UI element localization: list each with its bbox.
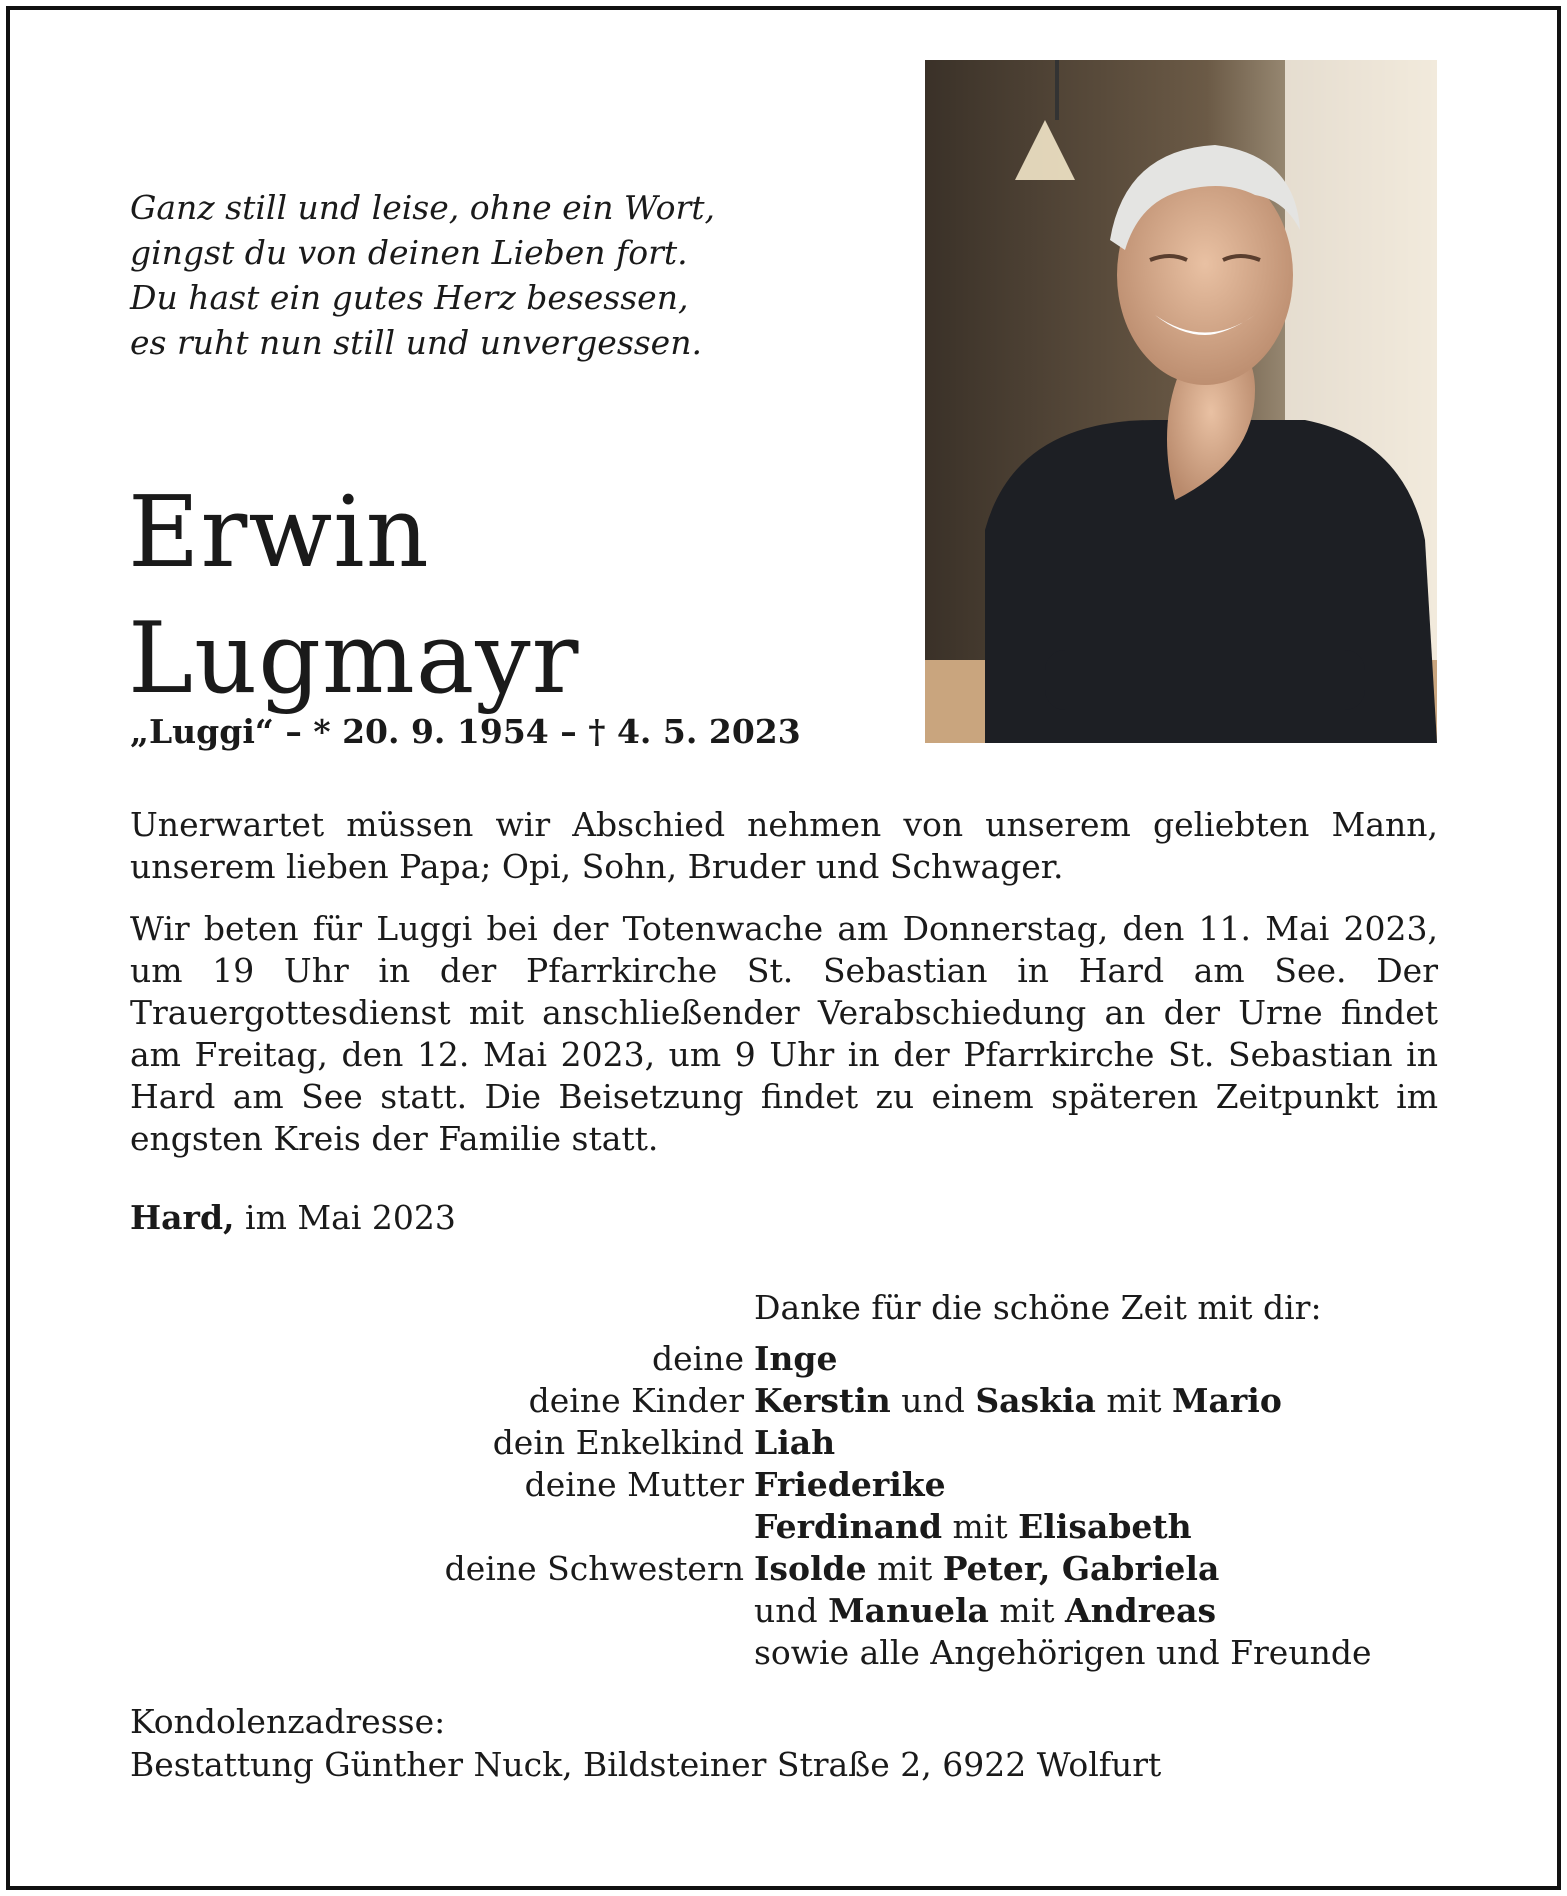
family-names <box>754 1380 1282 1422</box>
family-relation <box>130 1632 754 1674</box>
family-member-name: Inge <box>754 1339 838 1378</box>
family-names <box>754 1506 1192 1548</box>
family-connector: mit <box>942 1507 1019 1546</box>
announcement-text <box>130 804 1438 1180</box>
family-names <box>754 1548 1219 1590</box>
family-row <box>130 1464 1438 1506</box>
family-connector: und <box>754 1591 829 1630</box>
family-row <box>130 1590 1438 1632</box>
family-names <box>754 1422 835 1464</box>
family-row <box>130 1632 1438 1674</box>
condolence-text: Bestattung Günther Nuck, Bildsteiner Straße 2, 6922 Wolfurt <box>130 1745 1162 1784</box>
family-connector: und <box>890 1381 976 1420</box>
poem-line: gingst du von deinen Lieben fort. <box>130 233 688 272</box>
deceased-name <box>128 470 580 722</box>
family-relation: deine <box>652 1339 744 1378</box>
first-name: Erwin <box>128 476 430 590</box>
poem <box>130 185 716 365</box>
portrait-photo <box>925 60 1437 743</box>
poem-line: es ruht nun still und unvergessen. <box>130 323 702 362</box>
family-member-name: Ferdinand <box>754 1507 943 1546</box>
family-row <box>130 1422 1438 1464</box>
family-names <box>754 1464 946 1506</box>
family-relation <box>130 1590 754 1632</box>
family-connector: sowie alle Angehörigen und Freunde <box>754 1633 1372 1672</box>
family-relation <box>130 1506 754 1548</box>
family-names <box>754 1632 1372 1674</box>
family-names <box>754 1338 838 1380</box>
last-name: Lugmayr <box>128 602 580 716</box>
poem-line: Ganz still und leise, ohne ein Wort, <box>130 188 716 227</box>
poem-line: Du hast ein gutes Herz besessen, <box>130 278 689 317</box>
thanks-line: Danke für die schöne Zeit mit dir: <box>754 1288 1322 1327</box>
family-member-name: Saskia <box>975 1381 1096 1420</box>
family-connector: mit <box>866 1549 943 1588</box>
family-relation: dein Enkelkind <box>492 1423 744 1462</box>
family-member-name: Manuela <box>828 1591 989 1630</box>
paragraph: Unerwartet müssen wir Abschied nehmen von unserem geliebten Mann, unserem lieben Papa; Opi, Sohn, Bruder und Schwager. <box>130 805 1438 886</box>
portrait-photo-icon <box>925 60 1437 743</box>
family-row <box>130 1548 1438 1590</box>
family-connector: mit <box>988 1591 1066 1630</box>
paragraph: Wir beten für Luggi bei der Totenwache am Donnerstag, den 11. Mai 2023, um 19 Uhr in der Pfarrkirche St. Sebastian in Hard am See. Der Trauergottesdienst mit anschließender Verabschiedung an der Urne findet am Freitag, den 12. Mai 2023, um 9 Uhr in der Pfarrkirche St. Sebastian in Hard am See statt. Die Beisetzung findet zu einem späteren Zeitpunkt im engsten Kreis der Familie statt. <box>130 909 1438 1158</box>
family-row <box>130 1338 1438 1380</box>
family-row <box>130 1506 1438 1548</box>
family-relation: deine Schwestern <box>444 1549 744 1588</box>
family-member-name: Peter, Gabriela <box>942 1549 1220 1588</box>
family-connector: mit <box>1095 1381 1172 1420</box>
place-month: im Mai 2023 <box>245 1198 456 1237</box>
family-member-name: Liah <box>754 1423 836 1462</box>
condolence-address <box>130 1700 1161 1786</box>
family-member-name: Kerstin <box>754 1381 891 1420</box>
place-date <box>130 1198 456 1237</box>
family-relation: deine Kinder <box>528 1381 744 1420</box>
family-names <box>754 1590 1216 1632</box>
family-list <box>130 1338 1438 1674</box>
family-member-name: Andreas <box>1065 1591 1217 1630</box>
family-member-name: Mario <box>1172 1381 1282 1420</box>
family-member-name: Elisabeth <box>1018 1507 1192 1546</box>
family-member-name: Isolde <box>754 1549 867 1588</box>
birth-death-dates: „Luggi“ – * 20. 9. 1954 – † 4. 5. 2023 <box>130 712 801 751</box>
family-member-name: Friederike <box>754 1465 946 1504</box>
family-relation: deine Mutter <box>524 1465 744 1504</box>
condolence-label: Kondolenzadresse: <box>130 1702 446 1741</box>
place-town: Hard, <box>130 1198 235 1237</box>
family-row <box>130 1380 1438 1422</box>
